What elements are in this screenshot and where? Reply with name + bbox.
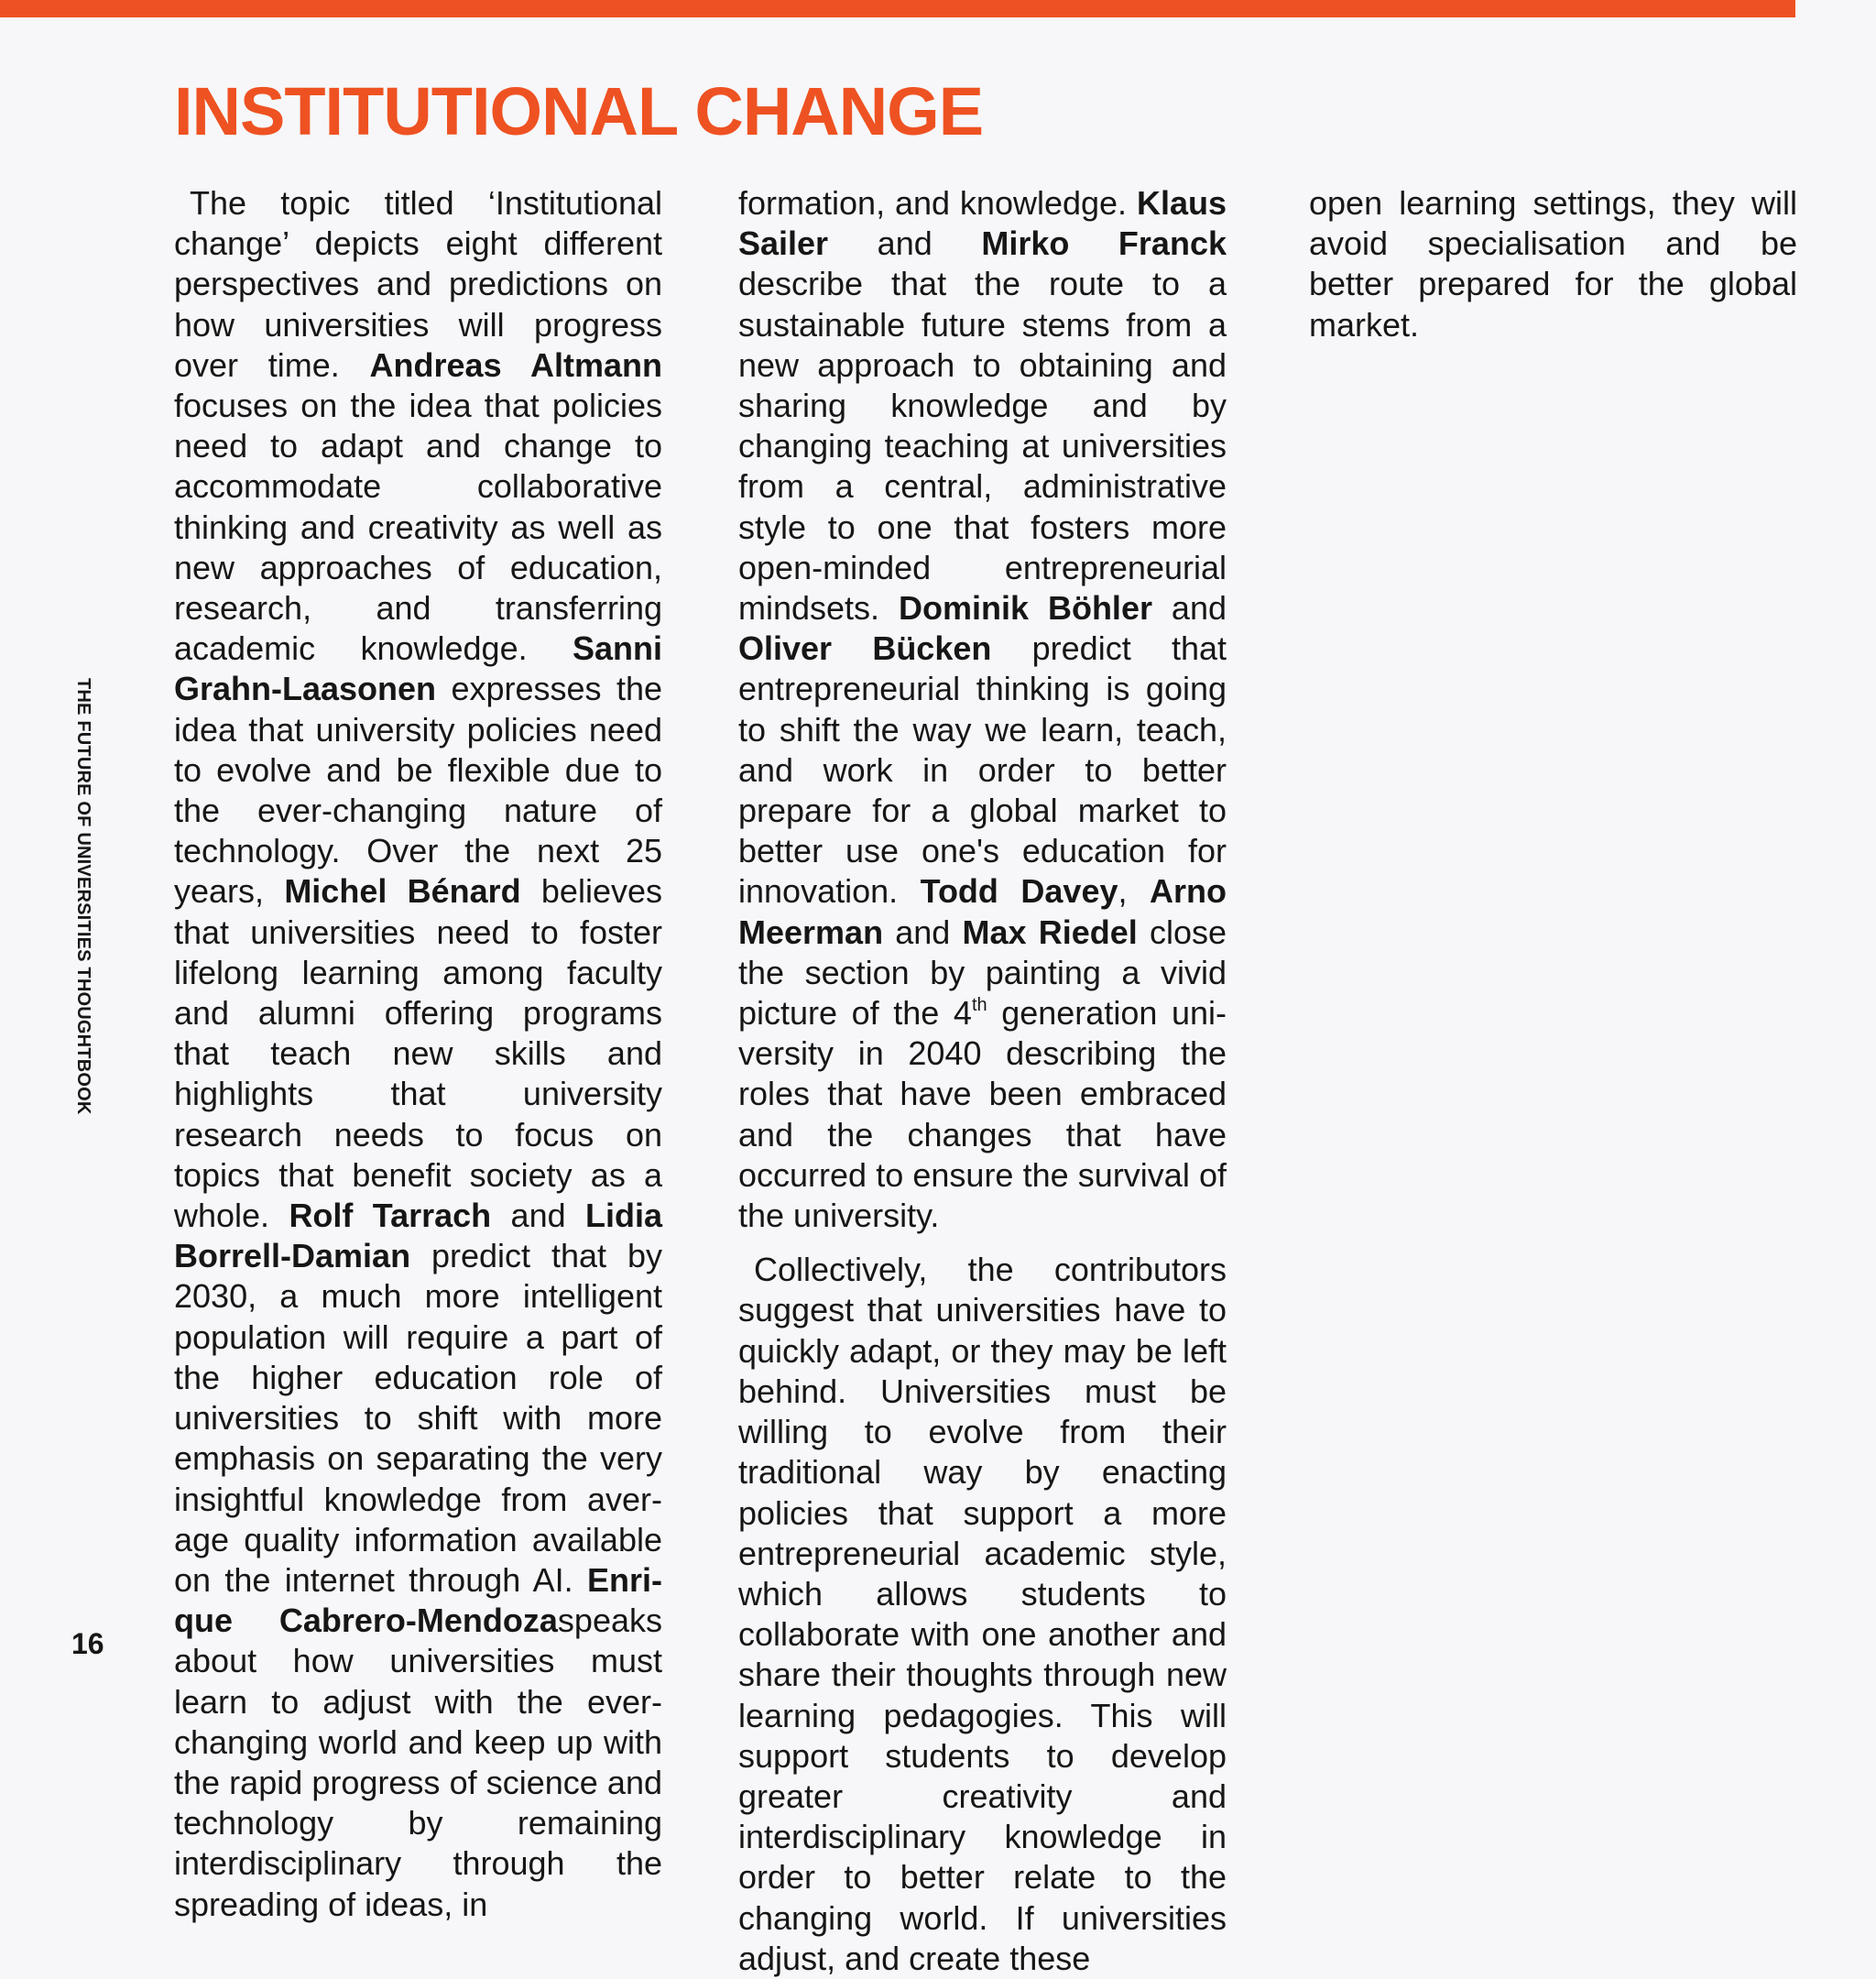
body-text: and (491, 1197, 585, 1235)
text-column-2 (738, 183, 1227, 1979)
paragraph-2-tail: open learning settings, they will avoid specialisation and be better prepared for the global market. (1309, 184, 1797, 344)
ordinal-suffix: th (971, 995, 987, 1016)
body-text: describe that the route to a sustainable future stems from a new approach to obtaining and sharing knowledge and by changing teaching at universities from a central, administrative style to one that fosters more open-minded entrepreneurial mindsets. (738, 265, 1227, 628)
contributor-name: Dominik Böhler (899, 589, 1152, 628)
body-text: and (828, 224, 982, 263)
body-text: close the section by painting a vivid picture of the 4 (738, 913, 1227, 1033)
column-break-text: speaks about how universities must learn to adjust with the ever-changing world and keep up with the rapid progress of science and technology by remaining interdisciplinary through the spreading of ideas, in (174, 1602, 662, 1923)
contributor-name: Todd Davey (920, 872, 1118, 911)
body-text: The topic titled ‘Institutional change’ depicts eight different perspectives and predictions on how universities will progress over time. (174, 184, 662, 384)
text-column-3 (1309, 183, 1797, 345)
contributor-name: Michel Bénard (284, 872, 521, 911)
paragraph-1 (174, 183, 662, 1925)
book-title-vertical: THE FUTURE OF UNIVERSITIES THOUGHTBOOK (73, 678, 93, 1115)
column-continued-text: formation, and knowledge. (738, 184, 1137, 222)
contributor-name: Andreas Altmann (369, 345, 663, 384)
paragraph-2-text: Collectively, the contributors suggest that universities have to quickly adapt, or they may be left behind. Universities must be willing to evolve from their traditional way by enacting policies that support a more entrepreneurial academic style, which allows students to collaborate with one another and share their thoughts through new learning pedagogies. This will support students to develop greater creativity and interdisciplinary knowledge in order to better relate to the changing world. If universities adjust, and create these (738, 1251, 1227, 1977)
body-text: , (1118, 872, 1150, 911)
body-text: believes that universities need to foster lifelong learning among faculty and alumni offering programs that teach new skills and highlights that university research needs to focus on topics that benefit society as a whole. (174, 872, 662, 1235)
contributor-name: Oliver Bücken (738, 629, 992, 668)
body-text: predict that by 2030, a much more intelligent population will require a part of the higher education role of universities to shift with more emphasis on separating the very insightful knowledge from average quality information available on the internet through AI. (174, 1237, 662, 1599)
contributor-name: Max Riedel (962, 913, 1138, 951)
contributor-name: Lidia Borrell-Damian (174, 1197, 662, 1275)
text-column-1 (174, 183, 662, 1925)
page-title: INSTITUTIONAL CHANGE (174, 73, 984, 149)
paragraph-1-continued (738, 183, 1227, 1236)
contributor-name: Rolf Tarrach (289, 1197, 492, 1235)
body-text: expresses the idea that university policies need to evolve and be flexible due to the ever-changing nature of technology. Over the next 25 years, (174, 670, 662, 911)
contributor-name: Klaus Sailer (738, 184, 1227, 263)
page-number: 16 (71, 1627, 104, 1660)
body-text: and (1151, 589, 1227, 628)
contributor-name: Enrique Cabrero-Mendoza (174, 1560, 662, 1640)
body-text: and (883, 913, 963, 951)
body-text: generation university in 2040 describing the roles that have been embraced and the changes that have occurred to ensure the survival of the university. (738, 994, 1227, 1235)
contributor-name: Mirko Franck (981, 224, 1227, 263)
top-accent-bar (0, 0, 1795, 17)
contributor-name: Arno Meerman (738, 872, 1227, 951)
paragraph-2 (738, 1250, 1227, 1979)
body-text: predict that entrepreneurial thinking is going to shift the way we learn, teach, and work in order to better prepare for a global market to better use one's education for innovation. (738, 629, 1227, 911)
paragraph-2-continued (1309, 183, 1797, 345)
contributor-name: Sanni Grahn-Laasonen (174, 629, 662, 708)
body-text: focuses on the idea that policies need to adapt and change to accommodate collaborative thinking and creativity as well as new approaches of education, research, and transferring academic knowledge. (174, 387, 662, 668)
